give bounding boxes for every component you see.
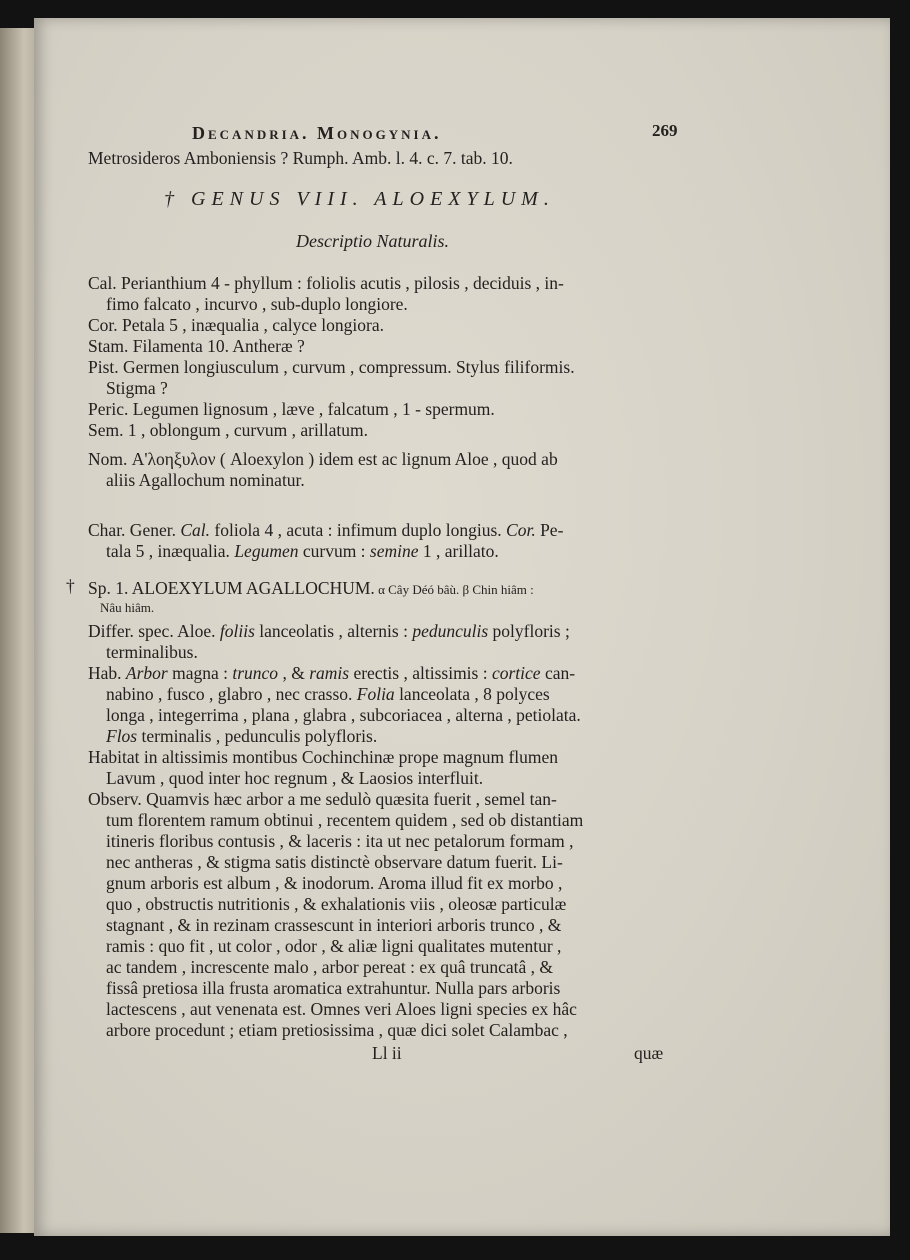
observation-line-5: gnum arboris est album , & inodorum. Aroma illud fit ex morbo , [106, 873, 563, 893]
habit-line-3: longa , integerrima , plana , glabra , subcoriacea , alterna , petiolata. [106, 705, 581, 725]
differentia-line-1: Differ. spec. Aloe. foliis lanceolatis , alternis : pedunculis polyfloris ; [88, 621, 570, 641]
description-sem: Sem. 1 , oblongum , curvum , arillatum. [88, 420, 368, 440]
observation-line-4: nec antheras , & stigma satis distinctè observare datum fuerit. Li- [106, 852, 563, 872]
species-name: Sp. 1. ALOEXYLUM AGALLOCHUM. [88, 578, 375, 598]
species-name-line [88, 578, 534, 599]
observation-line-11: lactescens , aut venenata est. Omnes veri Aloes ligni species ex hâc [106, 999, 577, 1019]
section-title: Descriptio Naturalis. [296, 231, 450, 251]
habitat-line-2: Lavum , quod inter hoc regnum , & Laosios interfluit. [106, 768, 484, 788]
habit-line-4: Flos terminalis , pedunculis polyfloris. [106, 726, 378, 746]
description-nom: Nom. Α'λοηξυλον ( Aloexylon ) idem est ac lignum Aloe , quod ab [88, 449, 558, 469]
running-header: Decandria. Monogynia. [192, 123, 442, 143]
habit-line-1: Hab. Arbor magna : trunco , & ramis erectis , altissimis : cortice can- [88, 663, 576, 683]
description-cal-cont: fimo falcato , incurvo , sub-duplo longiore. [106, 294, 408, 314]
character-line-2: tala 5 , inæqualia. Legumen curvum : semine 1 , arillato. [106, 541, 499, 561]
differentia-line-2: terminalibus. [106, 642, 198, 662]
description-peric: Peric. Legumen lignosum , læve , falcatum , 1 - spermum. [88, 399, 495, 419]
habitat-line-1: Habitat in altissimis montibus Cochinchinæ prope magnum flumen [88, 747, 559, 767]
description-stam: Stam. Filamenta 10. Antheræ ? [88, 336, 305, 356]
vernacular-cont: Nâu hiâm. [100, 600, 155, 615]
species-dagger: † [66, 576, 75, 596]
character-line-1: Char. Gener. Cal. foliola 4 , acuta : infimum duplo longius. Cor. Pe- [88, 520, 564, 540]
description-cal: Cal. Perianthium 4 - phyllum : foliolis acutis , pilosis , deciduis , in- [88, 273, 564, 293]
description-cor: Cor. Petala 5 , inæqualia , calyce longiora. [88, 315, 384, 335]
description-pist: Pist. Germen longiusculum , curvum , compressum. Stylus filiformis. [88, 357, 575, 377]
description-pist-cont: Stigma ? [106, 378, 168, 398]
genus-title: † GENUS VIII. ALOEXYLUM. [164, 188, 555, 210]
description-nom-cont: aliis Agallochum nominatur. [106, 470, 305, 490]
habit-line-2: nabino , fusco , glabro , nec crasso. Folia lanceolata , 8 polyces [106, 684, 550, 704]
book-page [34, 18, 890, 1236]
synonym-line: Metrosideros Amboniensis ? Rumph. Amb. l. 4. c. 7. tab. 10. [88, 148, 513, 168]
vernacular-names: α Cây Déó bâù. β Chin hiâm : [374, 582, 534, 597]
observation-line-2: tum florentem ramum obtinui , recentem quidem , sed ob distantiam [106, 810, 584, 830]
observation-line-8: ramis : quo fit , ut color , odor , & aliæ ligni qualitates mutentur , [106, 936, 562, 956]
observation-line-7: stagnant , & in rezinam crassescunt in interiori arboris trunco , & [106, 915, 562, 935]
observation-line-9: ac tandem , increscente malo , arbor pereat : ex quâ truncatâ , & [106, 957, 554, 977]
observation-line-10: fissâ pretiosa illa frusta aromatica extrahuntur. Nulla pars arboris [106, 978, 561, 998]
page-number: 269 [652, 121, 678, 140]
observation-line-6: quo , obstructis nutritionis , & exhalationis viis , oleosæ particulæ [106, 894, 567, 914]
signature-mark: Ll ii [372, 1043, 402, 1063]
observation-line-3: itineris floribus contusis , & laceris : ita ut nec petalorum formam , [106, 831, 574, 851]
observation-line-1: Observ. Quamvis hæc arbor a me sedulò quæsita fuerit , semel tan- [88, 789, 557, 809]
catchword: quæ [634, 1043, 664, 1063]
observation-line-12: arbore procedunt ; etiam pretiosissima , quæ dici solet Calambac , [106, 1020, 568, 1040]
